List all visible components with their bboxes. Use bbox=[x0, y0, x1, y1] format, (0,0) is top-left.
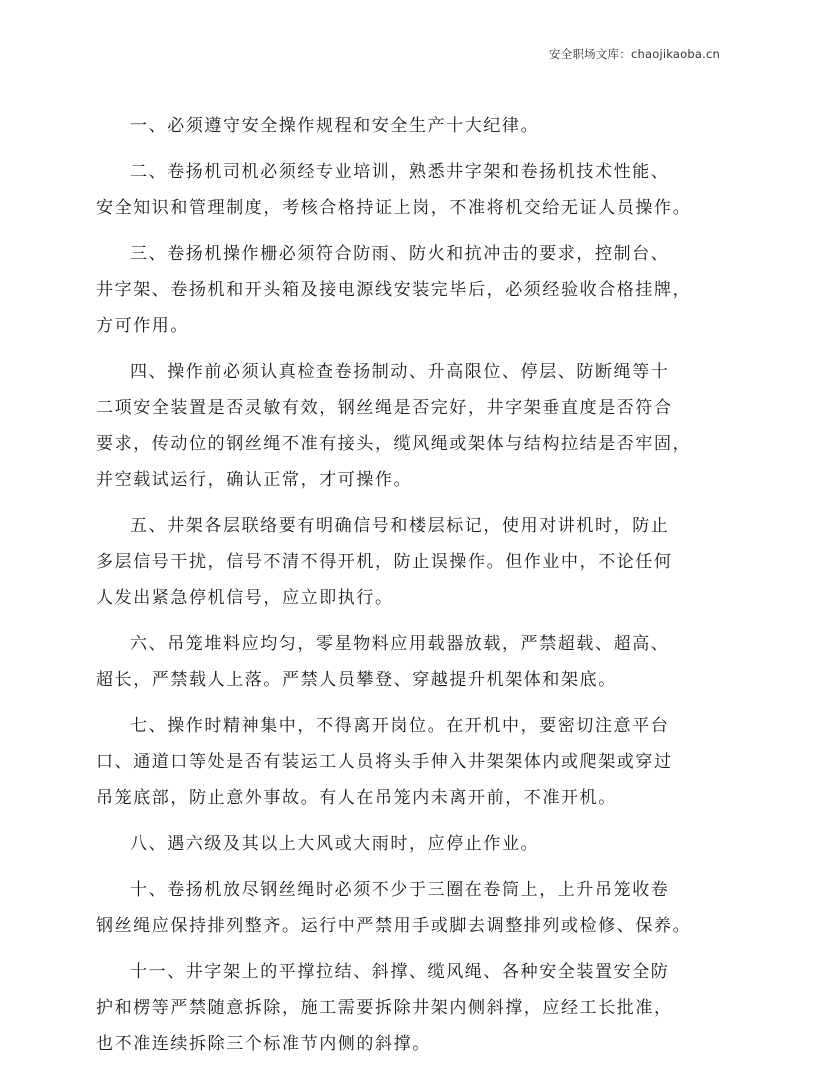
paragraph-line: 十一、井字架上的平撑拉结、斜撑、缆风绳、各种安全装置安全防 bbox=[130, 962, 670, 982]
paragraph-line: 并空载试运行，确认正常，才可操作。 bbox=[96, 470, 413, 490]
paragraph-line: 钢丝绳应保持排列整齐。运行中严禁用手或脚去调整排列或检修、保养。 bbox=[96, 916, 692, 936]
paragraph-4 bbox=[96, 354, 736, 498]
page-header-source: 安全职场文库：chaojikaoba.cn bbox=[549, 47, 720, 61]
paragraph-line: 要求，传动位的钢丝绳不准有接头，缆风绳或架体与结构拉结是否牢固， bbox=[96, 434, 692, 454]
paragraph-line: 超长，严禁载人上落。严禁人员攀登、穿越提升机架体和架底。 bbox=[96, 670, 617, 690]
paragraph-line: 一、必须遵守安全操作规程和安全生产十大纪律。 bbox=[130, 116, 540, 136]
paragraph-2 bbox=[96, 154, 736, 226]
paragraph-10 bbox=[96, 872, 736, 944]
paragraph-11 bbox=[96, 954, 736, 1062]
paragraph-5 bbox=[96, 508, 736, 616]
paragraph-8 bbox=[96, 826, 736, 862]
paragraph-line: 护和楞等严禁随意拆除，施工需要拆除井架内侧斜撑，应经工长批准， bbox=[96, 998, 673, 1018]
paragraph-line: 三、卷扬机操作栅必须符合防雨、防火和抗冲击的要求，控制台、 bbox=[130, 244, 670, 264]
paragraph-line: 二项安全装置是否灵敏有效，钢丝绳是否完好，井字架垂直度是否符合 bbox=[96, 398, 673, 418]
paragraph-line: 二、卷扬机司机必须经专业培训，熟悉井字架和卷扬机技术性能、 bbox=[130, 162, 670, 182]
paragraph-line: 安全知识和管理制度，考核合格持证上岗，不准将机交给无证人员操作。 bbox=[96, 198, 692, 218]
paragraph-line: 方可作用。 bbox=[96, 316, 189, 336]
paragraph-line: 井字架、卷扬机和开头箱及接电源线安装完毕后，必须经验收合格挂牌， bbox=[96, 280, 692, 300]
paragraph-line: 五、井架各层联络要有明确信号和楼层标记，使用对讲机时，防止 bbox=[130, 516, 670, 536]
paragraph-7 bbox=[96, 708, 736, 816]
paragraph-line: 吊笼底部，防止意外事故。有人在吊笼内未离开前，不准开机。 bbox=[96, 788, 617, 808]
paragraph-line: 口、通道口等处是否有装运工人员将头手伸入井架架体内或爬架或穿过 bbox=[96, 752, 673, 772]
paragraph-line: 多层信号干扰，信号不清不得开机，防止误操作。但作业中，不论任何 bbox=[96, 552, 673, 572]
paragraph-line: 四、操作前必须认真检查卷扬制动、升高限位、停层、防断绳等十 bbox=[130, 362, 670, 382]
paragraph-6 bbox=[96, 626, 736, 698]
document-body bbox=[96, 108, 736, 1072]
paragraph-line: 也不准连续拆除三个标准节内侧的斜撑。 bbox=[96, 1034, 431, 1054]
paragraph-line: 八、遇六级及其以上大风或大雨时，应停止作业。 bbox=[130, 834, 540, 854]
paragraph-line: 十、卷扬机放尽钢丝绳时必须不少于三圈在卷筒上，上升吊笼收卷 bbox=[130, 880, 670, 900]
paragraph-line: 七、操作时精神集中，不得离开岗位。在开机中，要密切注意平台 bbox=[130, 716, 670, 736]
paragraph-line: 人发出紧急停机信号，应立即执行。 bbox=[96, 588, 394, 608]
paragraph-line: 六、吊笼堆料应均匀，零星物料应用载器放载，严禁超载、超高、 bbox=[130, 634, 670, 654]
paragraph-1 bbox=[96, 108, 736, 144]
paragraph-3 bbox=[96, 236, 736, 344]
